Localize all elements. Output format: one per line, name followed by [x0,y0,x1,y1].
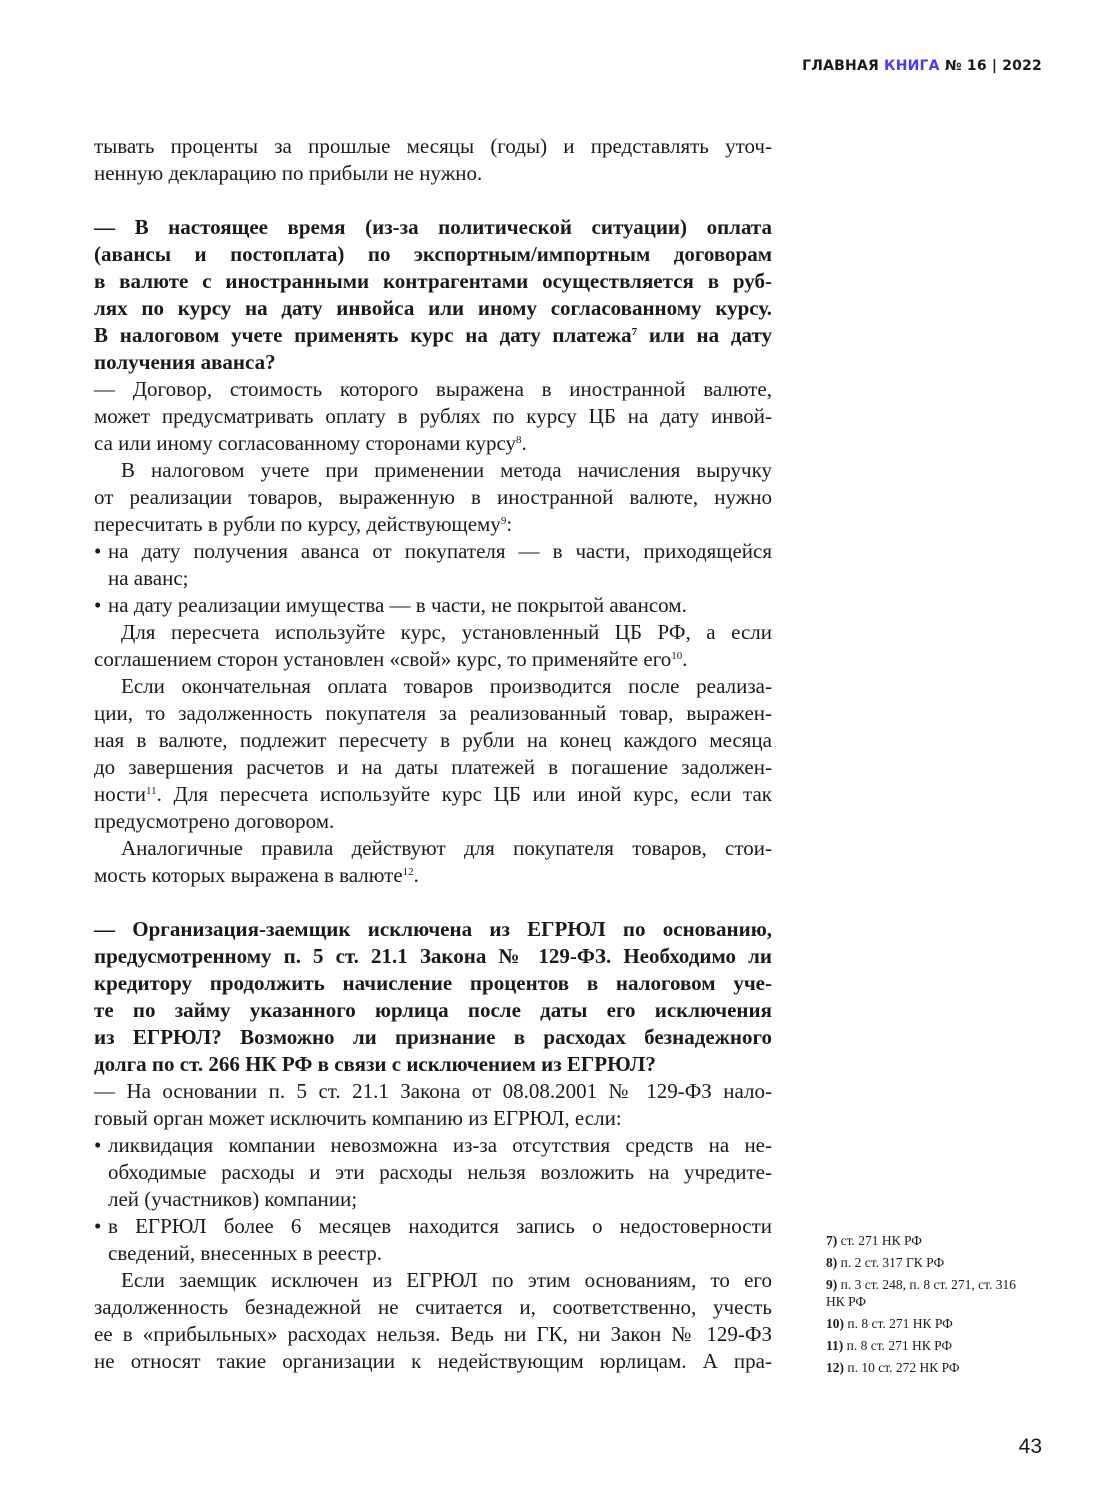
text-line: Аналогичные правила действуют для покупателя товаров, стои- [121,836,772,860]
footnote [826,1337,1026,1354]
footnote [826,1276,1026,1310]
text-line: не относят такие организации к недействующим юрлицам. А пра- [94,1349,772,1373]
footnote-text: п. 8 ст. 271 НК РФ [844,1316,953,1331]
text-line: (авансы и постоплата) по экспортным/импортным договорам [94,242,772,266]
text-line: кредитору продолжить начисление процентов в налоговом уче- [94,971,772,995]
text-line: из ЕГРЮЛ? Возможно ли признание в расходах безнадежного [94,1025,772,1049]
text-line: говый орган может исключить компанию из ЕГРЮЛ, если: [94,1106,622,1130]
paragraph [94,133,772,187]
footnote-ref[interactable]: 7 [631,326,638,338]
paragraph [94,673,772,835]
text-line: В налоговом учете применять курс на дату платежа$^7$ или на дату [94,323,772,347]
text-line: — На основании п. 5 ст. 21.1 Закона от 08.08.2001 № 129-ФЗ нало- [94,1079,772,1103]
bullet-item [94,592,772,619]
footnote [826,1232,1026,1249]
bullet-item [94,1213,772,1267]
question-paragraph [94,916,772,1078]
footnote [826,1359,1026,1376]
footnote [826,1315,1026,1332]
footnote-text: п. 8 ст. 271 НК РФ [843,1338,953,1353]
text-line: мость которых выражена в валюте$^{12}$. [94,863,419,887]
footnote-number: 8) [826,1255,838,1270]
text-line: ности$^{11}$. Для пересчета используйте курс ЦБ или иной курс, если так [94,782,772,806]
text-line: • в ЕГРЮЛ более 6 месяцев находится запись о недостоверности [94,1213,772,1240]
text-line: лей (участников) компании; [108,1187,358,1211]
question-paragraph [94,214,772,376]
paragraph [94,1078,772,1132]
footnote [826,1254,1026,1271]
text-line: соглашением сторон установлен «свой» курс, то применяйте его$^{10}$. [94,647,688,671]
text-line: Если заемщик исключен из ЕГРЮЛ по этим основаниям, то его [121,1268,772,1292]
footnotes [826,1232,1026,1381]
text-line: са или иному согласованному сторонами курсу$^8$. [94,431,527,455]
text-line: пересчитать в рубли по курсу, действующему$^9$: [94,512,513,536]
text-line: Если окончательная оплата товаров производится после реализа- [121,674,772,698]
text-line: — В настоящее время (из-за политической ситуации) оплата [94,215,772,239]
brand-name: ГЛАВНАЯ [802,58,879,74]
footnote-ref[interactable]: 12 [402,866,414,878]
footnote-number: 7) [826,1233,838,1248]
text-line: • ликвидация компании невозможна из-за отсутствия средств на не- [94,1132,772,1159]
text-line: лях по курсу на дату инвойса или иному согласованному курсу. [94,296,772,320]
footnote-ref[interactable]: 10 [671,650,683,662]
text-line: на аванс; [108,566,189,590]
text-line: Для пересчета используйте курс, установленный ЦБ РФ, а если [121,620,772,644]
brand-name-accent: КНИГА [884,58,940,74]
text-line: — Договор, стоимость которого выражена в иностранной валюте, [94,377,772,401]
text-line: ее в «прибыльных» расходах нельзя. Ведь ни ГК, ни Закон № 129-ФЗ [94,1322,772,1346]
text-line: ции, то задолженность покупателя за реализованный товар, выражен- [94,701,772,725]
paragraph [94,619,772,673]
paragraph [94,376,772,457]
text-line: задолженность безнадежной не считается и, соответственно, учесть [94,1295,772,1319]
text-line: ненную декларацию по прибыли не нужно. [94,161,483,185]
text-line: ная в валюте, подлежит пересчету в рубли на конец каждого месяца [94,728,772,752]
text-line: обходимые расходы и эти расходы нельзя возложить на учредите- [108,1160,772,1184]
text-line: долга по ст. 266 НК РФ в связи с исключением из ЕГРЮЛ? [94,1052,656,1076]
text-line: получения аванса? [94,350,276,374]
footnote-number: 9) [826,1277,838,1292]
text-line: • на дату реализации имущества — в части, не покрытой авансом. [94,592,772,619]
bullet-item [94,1132,772,1213]
text-line: те по займу указанного юрлица после даты его исключения [94,998,772,1022]
text-line: от реализации товаров, выраженную в иностранной валюте, нужно [94,485,772,509]
footnote-text: п. 2 ст. 317 ГК РФ [837,1255,945,1270]
paragraph [94,457,772,538]
text-line: предусмотрено договором. [94,809,335,833]
footnote-number: 12) [826,1360,844,1375]
footnote-ref[interactable]: 11 [146,785,157,797]
paragraph [94,1267,772,1375]
text-line: сведений, внесенных в реестр. [108,1241,382,1265]
text-line: может предусматривать оплату в рублях по курсу ЦБ на дату инвой- [94,404,772,428]
text-line: до завершения расчетов и на даты платежей в погашение задолжен- [94,755,772,779]
footnote-text: п. 10 ст. 272 НК РФ [844,1360,960,1375]
text-line: — Организация-заемщик исключена из ЕГРЮЛ по основанию, [94,917,772,941]
footnote-text: п. 3 ст. 248, п. 8 ст. 271, ст. 316 НК РФ [826,1277,1016,1309]
text-line: тывать проценты за прошлые месяцы (годы) и представлять уточ- [94,134,772,158]
issue-number: № 16 | 2022 [944,58,1042,74]
footnote-text: ст. 271 НК РФ [837,1233,922,1248]
footnote-ref[interactable]: 8 [516,434,522,446]
page-header [802,58,1042,74]
paragraph [94,835,772,889]
footnote-number: 11) [826,1338,844,1353]
article-body [94,133,772,1375]
bullet-item [94,538,772,592]
footnote-number: 10) [826,1316,844,1331]
footnote-ref[interactable]: 9 [500,515,507,527]
text-line: • на дату получения аванса от покупателя — в части, приходящейся [94,538,772,565]
text-line: в валюте с иностранными контрагентами осуществляется в руб- [94,269,772,293]
text-line: В налоговом учете при применении метода начисления выручку [121,458,772,482]
text-line: предусмотренному п. 5 ст. 21.1 Закона № 129-ФЗ. Необходимо ли [94,944,772,968]
page-number: 43 [1018,1435,1042,1458]
